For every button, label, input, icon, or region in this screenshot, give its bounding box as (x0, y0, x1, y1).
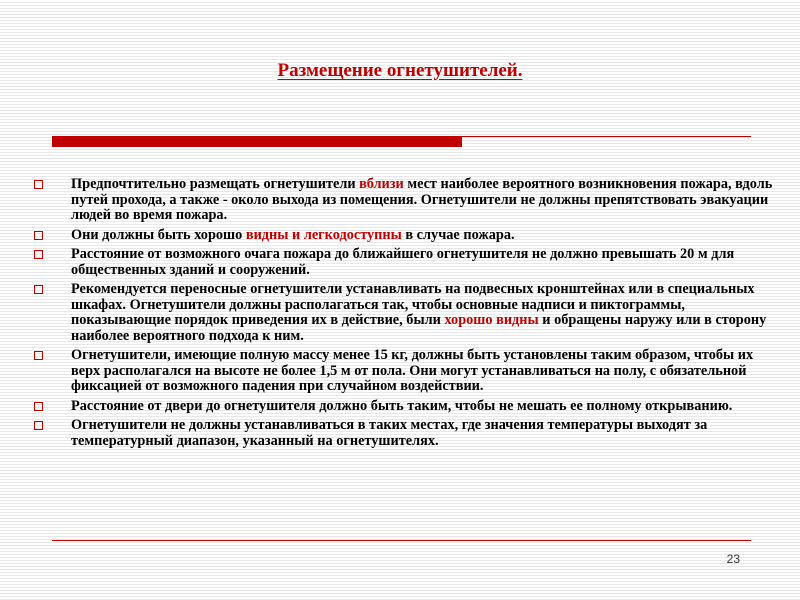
bullet-text: Рекомендуется переносные огнетушители устанавливать на подвесных кронштейнах или в специальных шкафах. Огнетушители должны располагаться так, чтобы основные надписи и пиктограммы, показывающие порядок приведения их в действие, были (71, 281, 755, 328)
bullet-item-5 (34, 348, 779, 395)
bullet-item-6 (34, 399, 779, 415)
bullet-text: и обращены наружу или в сторону наиболее вероятного подхода к ним. (71, 312, 767, 344)
hollow-square-bullet-icon (34, 285, 43, 294)
bullet-list (34, 177, 779, 453)
bottom-divider-line (52, 540, 751, 541)
bullet-item-7 (34, 418, 779, 449)
slide-title (0, 60, 800, 82)
hollow-square-bullet-icon (34, 421, 43, 430)
bullet-highlight: хорошо видны (444, 312, 539, 328)
hollow-square-bullet-icon (34, 402, 43, 411)
bullet-highlight: видны и легкодоступны (245, 226, 402, 243)
bullet-text: Они должны быть хорошо (71, 226, 246, 243)
bullet-item-4 (34, 282, 779, 344)
bullet-text: Огнетушители не должны устанавливаться в таких местах, где значения температуры выходят за температурный диапазон, указанный на огнетушителях. (71, 417, 708, 449)
bullet-text: Расстояние от двери до огнетушителя должно быть таким, чтобы не мешать ее полному открыванию. (71, 397, 733, 414)
top-accent-bar (52, 137, 462, 147)
bullet-highlight: вблизи (359, 176, 404, 192)
page-number: 23 (726, 552, 740, 566)
bullet-item-2 (34, 228, 779, 244)
hollow-square-bullet-icon (34, 351, 43, 360)
bullet-item-1 (34, 177, 779, 224)
hollow-square-bullet-icon (34, 180, 43, 189)
bullet-text: Предпочтительно размещать огнетушители (71, 176, 360, 192)
bullet-text: мест наиболее вероятного возникновения пожара, вдоль путей прохода, а также - около выхода из помещения. Огнетушители не должны препятствовать эвакуации людей во время пожара. (71, 176, 773, 223)
bullet-text: в случае пожара. (401, 226, 515, 243)
bullet-item-3 (34, 247, 779, 278)
slide-title-text: Размещение огнетушителей. (277, 60, 523, 81)
hollow-square-bullet-icon (34, 250, 43, 259)
hollow-square-bullet-icon (34, 231, 43, 240)
bullet-text: Расстояние от возможного очага пожара до ближайшего огнетушителя не должно превышать 20 м для общественных зданий и сооружений. (71, 246, 735, 278)
bullet-text: Огнетушители, имеющие полную массу менее 15 кг, должны быть установлены таким образом, чтобы их верх располагался на высоте не более 1,5 м от пола. Они могут устанавливаться на полу, с обязательной фиксацией от возможного падения при случайном воздействии. (71, 347, 754, 394)
